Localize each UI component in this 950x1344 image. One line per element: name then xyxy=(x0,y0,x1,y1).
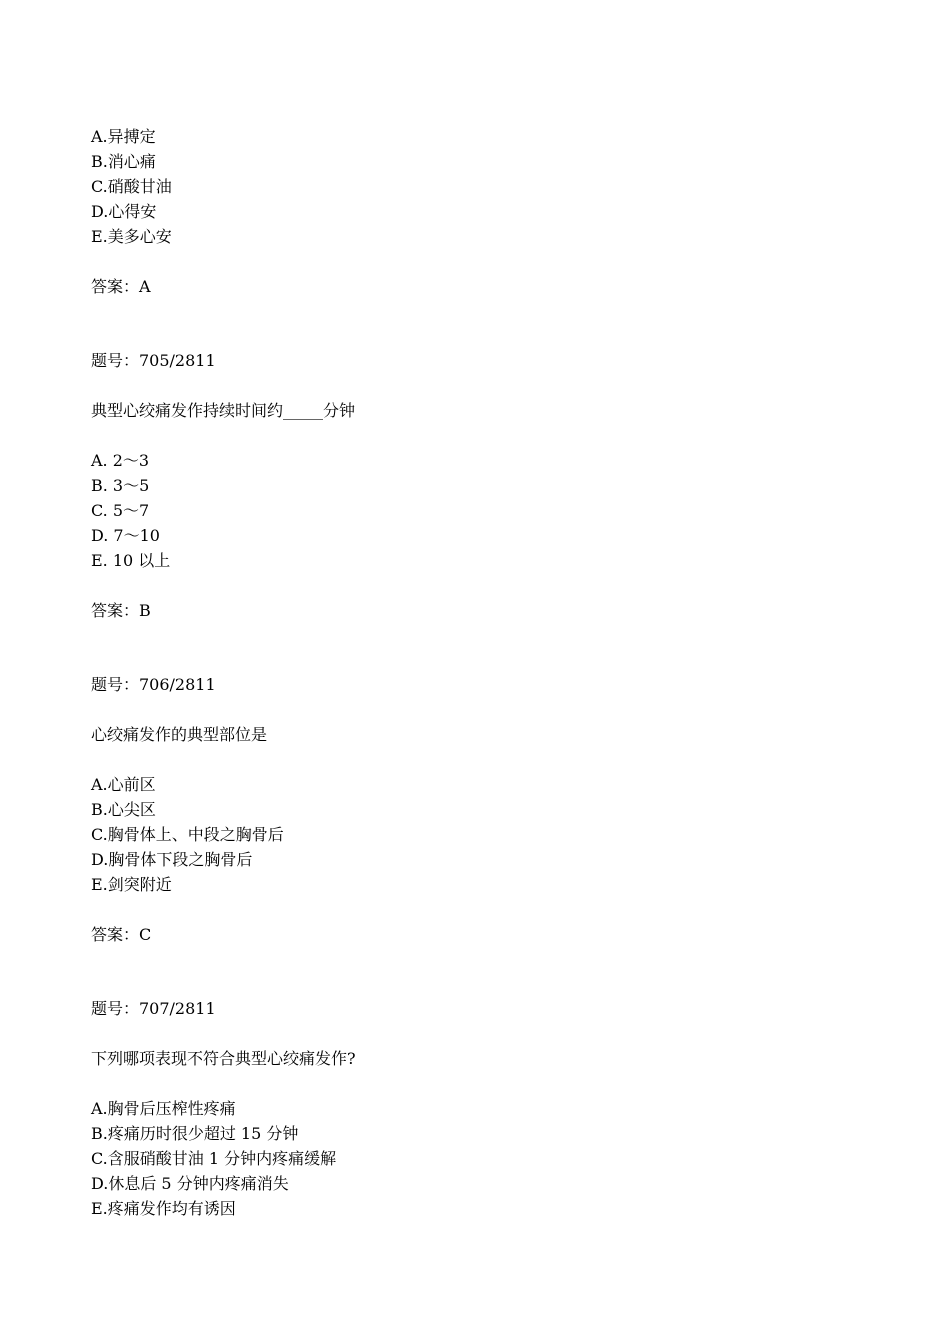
question-number: 题号：707/2811 xyxy=(91,999,216,1018)
option-c: C.含服硝酸甘油 1 分钟内疼痛缓解 xyxy=(91,1149,337,1168)
question-text: 心绞痛发作的典型部位是 xyxy=(91,725,268,744)
question-block-706 xyxy=(91,672,871,947)
question-block-707 xyxy=(91,996,871,1221)
question-number: 题号：705/2811 xyxy=(91,351,216,370)
question-block-continued xyxy=(91,124,871,299)
option-d: D.心得安 xyxy=(91,202,157,221)
option-e: E.美多心安 xyxy=(91,227,172,246)
option-a: A. 2～3 xyxy=(91,451,150,470)
answer: 答案：C xyxy=(91,925,152,944)
option-a: A.异搏定 xyxy=(91,127,156,146)
option-b: B.心尖区 xyxy=(91,800,156,819)
option-b: B.疼痛历时很少超过 15 分钟 xyxy=(91,1124,299,1143)
answer: 答案：B xyxy=(91,601,151,620)
question-block-705 xyxy=(91,348,871,623)
option-a: A.心前区 xyxy=(91,775,156,794)
document-page xyxy=(91,124,871,1221)
option-c: C.硝酸甘油 xyxy=(91,177,172,196)
question-number: 题号：706/2811 xyxy=(91,675,216,694)
option-e: E. 10 以上 xyxy=(91,551,171,570)
option-d: D. 7～10 xyxy=(91,526,160,545)
answer: 答案：A xyxy=(91,277,151,296)
option-d: D.休息后 5 分钟内疼痛消失 xyxy=(91,1174,289,1193)
option-a: A.胸骨后压榨性疼痛 xyxy=(91,1099,236,1118)
question-text: 典型心绞痛发作持续时间约_____分钟 xyxy=(91,401,356,420)
option-b: B. 3～5 xyxy=(91,476,150,495)
option-b: B.消心痛 xyxy=(91,152,156,171)
option-e: E.疼痛发作均有诱因 xyxy=(91,1199,236,1218)
option-d: D.胸骨体下段之胸骨后 xyxy=(91,850,253,869)
option-e: E.剑突附近 xyxy=(91,875,172,894)
option-c: C. 5～7 xyxy=(91,501,150,520)
option-c: C.胸骨体上、中段之胸骨后 xyxy=(91,825,284,844)
question-text: 下列哪项表现不符合典型心绞痛发作? xyxy=(91,1049,356,1068)
